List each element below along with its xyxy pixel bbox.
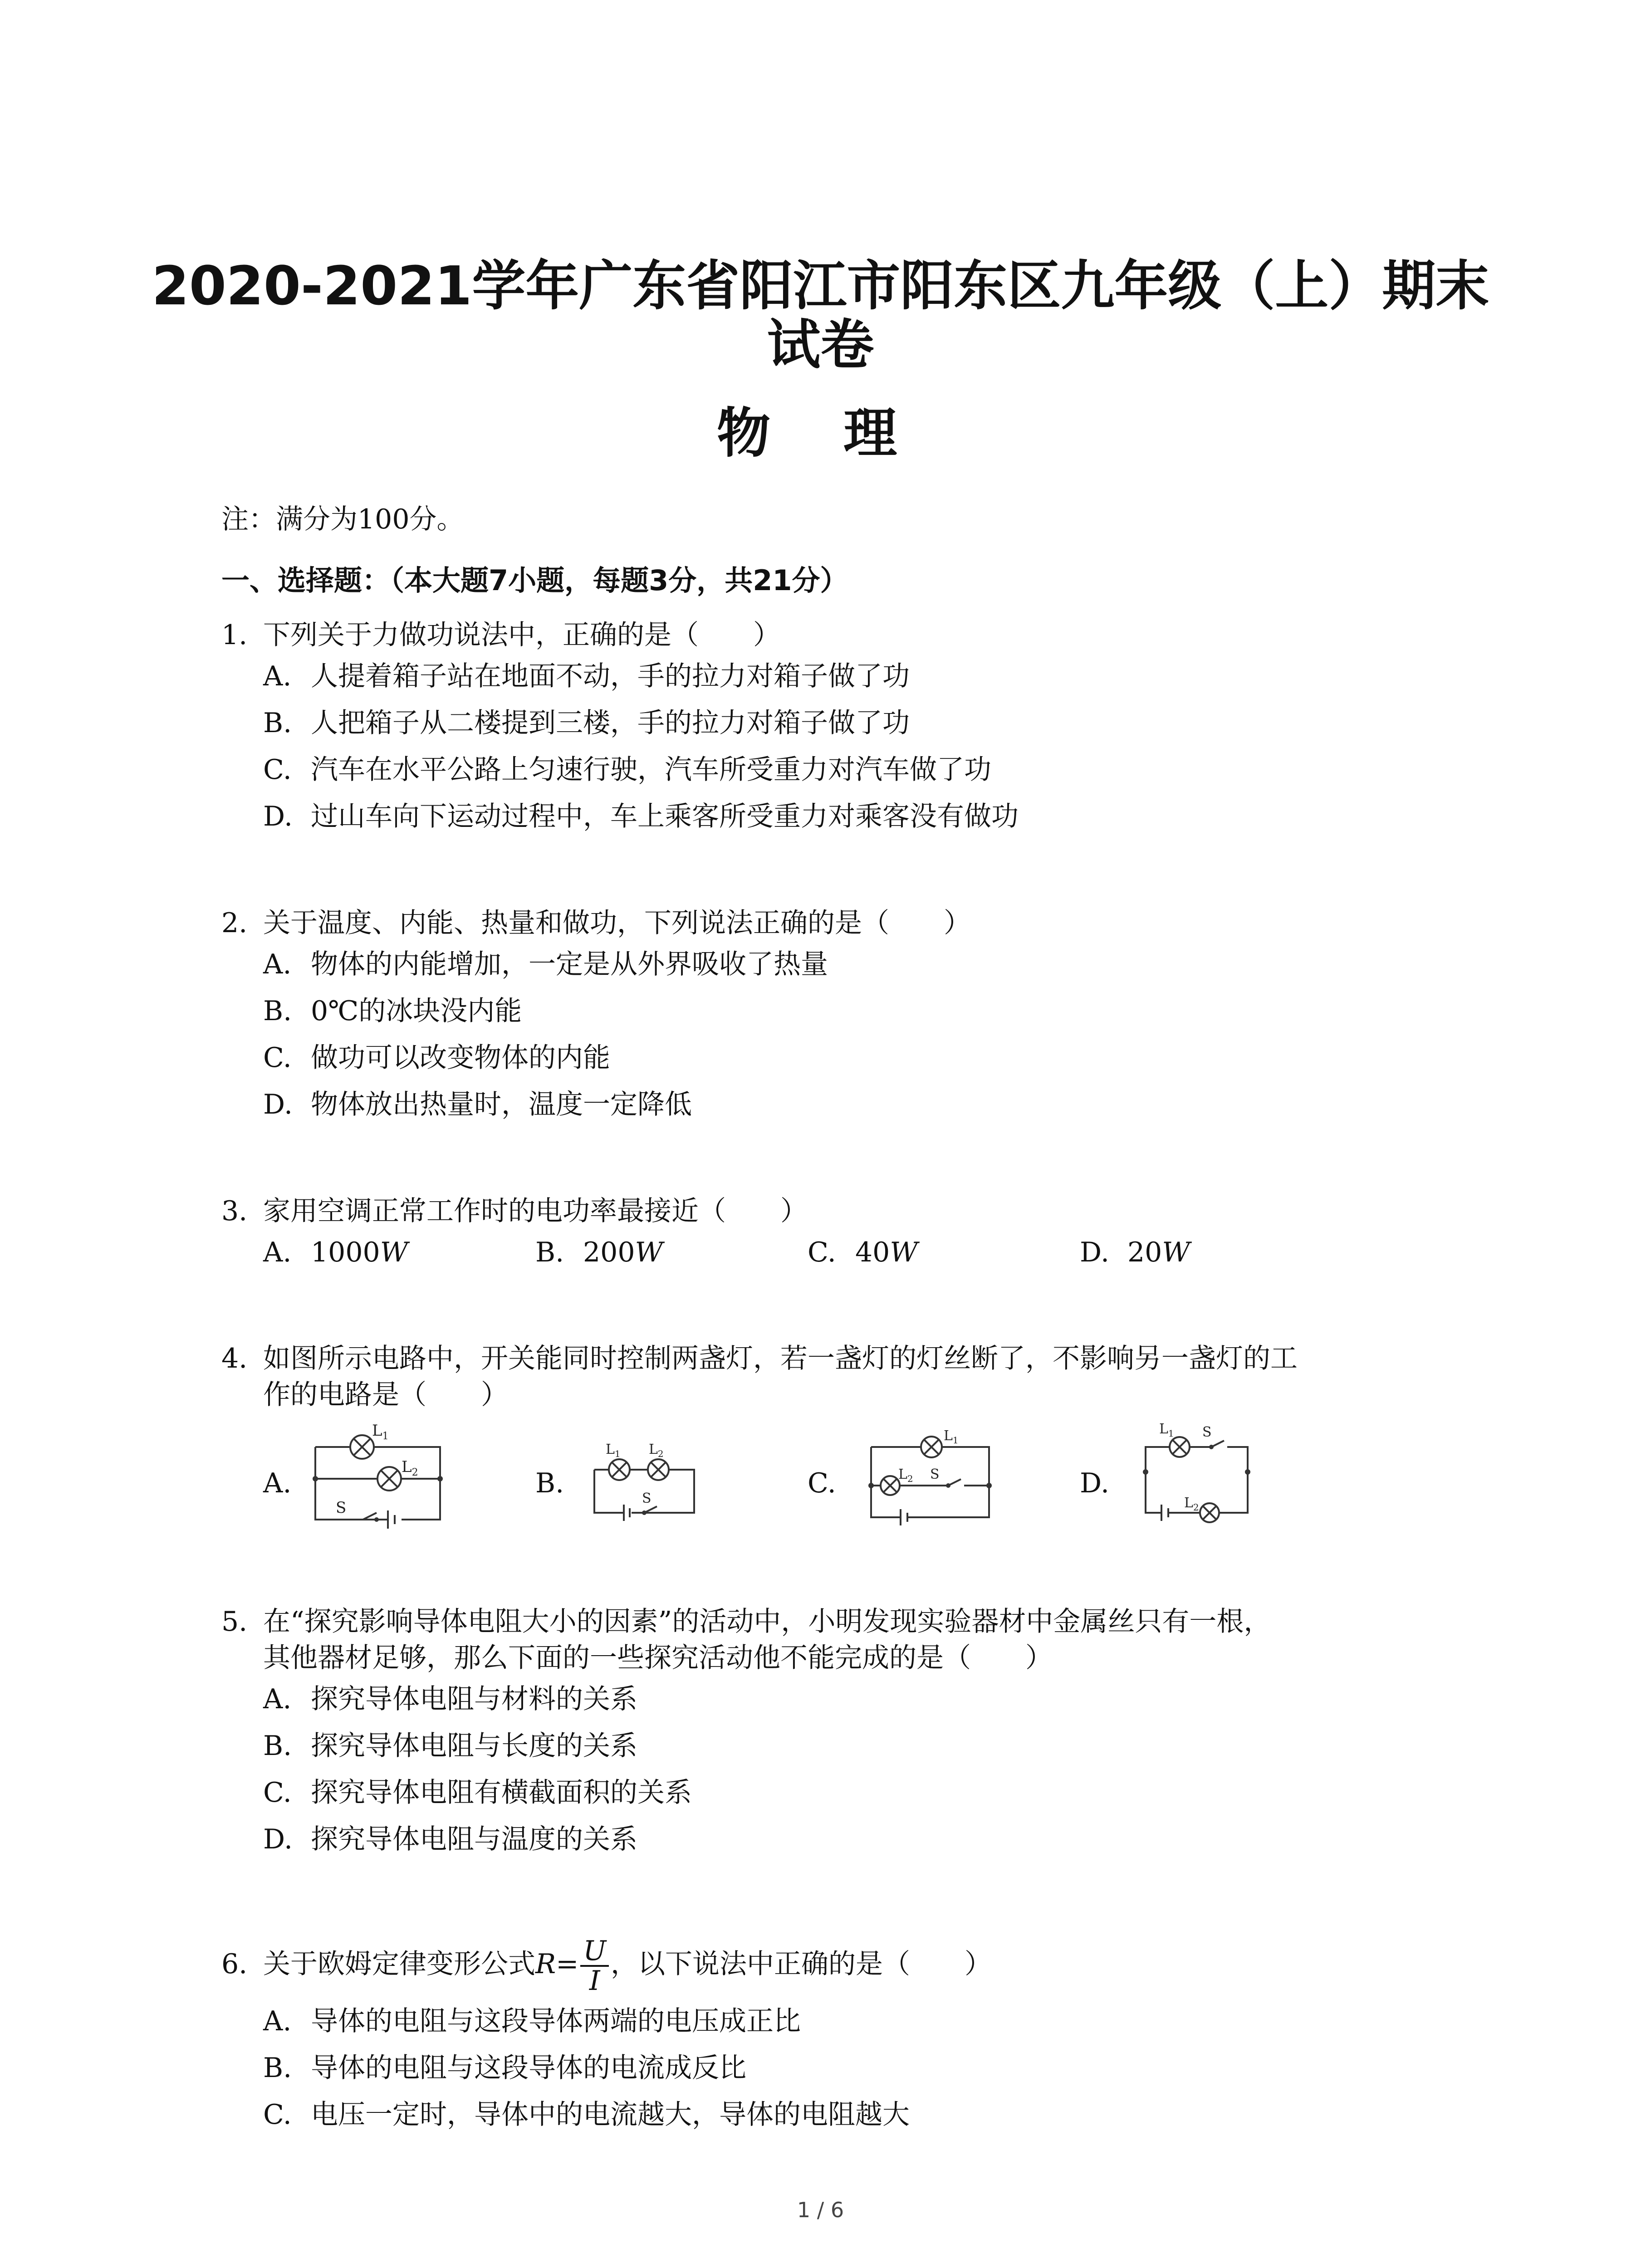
option-label: B. [263, 2052, 292, 2084]
option-label: B. [263, 1730, 292, 1762]
option-label: B. [263, 707, 292, 739]
question-number: 4. [221, 1343, 248, 1374]
option-a[interactable] [263, 941, 971, 988]
formula-fraction [580, 1937, 609, 1995]
question-3 [221, 1193, 1352, 1276]
option-a[interactable] [263, 1998, 992, 2045]
option-label: D. [263, 801, 293, 832]
circuit-diagram-c [853, 1422, 1043, 1540]
exam-title: 2020-2021学年广东省阳江市阳东区九年级（上）期末 [152, 254, 1489, 317]
option-label: A. [263, 1467, 292, 1499]
option-label: D. [263, 1823, 293, 1855]
option-unit: W [380, 1237, 408, 1268]
question-2 [221, 905, 971, 1128]
option-a[interactable] [263, 1229, 535, 1276]
option-text: 探究导体电阻与长度的关系 [311, 1730, 637, 1762]
formula-lhs: R= [535, 1948, 579, 1980]
lamp-label-l1: $L_1$ [1159, 1422, 1174, 1439]
option-c[interactable] [263, 2092, 992, 2138]
option-value: 1000 [311, 1237, 380, 1268]
circuit-diagram-d [1125, 1422, 1316, 1540]
lamp-label-l1: $L_1$ [944, 1428, 959, 1446]
lamp-label-l1: $L_1$ [606, 1442, 621, 1459]
option-c[interactable] [263, 1035, 971, 1081]
option-text: 人把箱子从二楼提到三楼，手的拉力对箱子做了功 [311, 707, 910, 739]
circuit-diagram-a [309, 1422, 499, 1540]
option-b[interactable] [263, 1723, 1271, 1769]
exam-title-continued: 试卷 [767, 313, 874, 376]
formula-denominator: I [589, 1965, 600, 1997]
option-label: D. [1080, 1237, 1110, 1268]
option-text: 物体放出热量时，温度一定降低 [311, 1089, 692, 1120]
question-stem-tail: ，以下说法中正确的是（ ） [611, 1948, 992, 1980]
option-unit: W [890, 1237, 918, 1268]
question-number: 2. [221, 907, 248, 939]
question-stem: 家用空调正常工作时的电功率最接近（ ） [263, 1195, 808, 1227]
option-label: C. [263, 2099, 292, 2131]
option-unit: W [635, 1237, 663, 1268]
option-b[interactable] [263, 988, 971, 1035]
option-text: 汽车在水平公路上匀速行驶，汽车所受重力对汽车做了功 [311, 754, 991, 786]
option-a[interactable] [263, 1422, 535, 1540]
question-5 [221, 1603, 1271, 1863]
option-a[interactable] [263, 1676, 1271, 1723]
option-text: 物体的内能增加，一定是从外界吸收了热量 [311, 948, 828, 980]
question-stem: 关于温度、内能、热量和做功，下列说法正确的是（ ） [263, 907, 971, 939]
option-label: C. [263, 1777, 292, 1809]
option-label: C. [808, 1237, 836, 1268]
option-b[interactable] [263, 700, 1019, 747]
lamp-label-l1: $L_1$ [372, 1422, 389, 1442]
option-d[interactable] [1080, 1229, 1352, 1276]
question-6 [221, 1930, 992, 2138]
option-unit: W [1162, 1237, 1190, 1268]
option-c[interactable] [808, 1229, 1080, 1276]
option-value: 40 [855, 1237, 890, 1268]
option-label: A. [263, 1683, 292, 1715]
question-number: 1. [221, 619, 248, 651]
option-label: D. [1080, 1467, 1110, 1499]
switch-label: S [930, 1466, 940, 1482]
option-text: 探究导体电阻与材料的关系 [311, 1683, 637, 1715]
question-stem-continued: 作的电路是（ ） [263, 1379, 508, 1411]
option-text: 人提着箱子站在地面不动，手的拉力对箱子做了功 [311, 660, 910, 692]
question-number: 3. [221, 1195, 248, 1227]
lamp-label-l2: $L_2$ [1184, 1495, 1199, 1513]
circuit-diagram-b [581, 1422, 771, 1540]
option-d[interactable] [1080, 1422, 1352, 1540]
option-text: 过山车向下运动过程中，车上乘客所受重力对乘客没有做功 [311, 801, 1019, 832]
circuit-options [263, 1422, 1298, 1540]
option-b[interactable] [535, 1229, 808, 1276]
option-d[interactable] [263, 1081, 971, 1128]
option-text: 电压一定时，导体中的电流越大，导体的电阻越大 [311, 2099, 910, 2131]
option-label: C. [808, 1467, 836, 1499]
option-d[interactable] [263, 793, 1019, 840]
question-1 [221, 617, 1019, 840]
option-text: 导体的电阻与这段导体的电流成反比 [311, 2052, 746, 2084]
option-b[interactable] [535, 1422, 808, 1540]
switch-label: S [336, 1499, 347, 1517]
subject-title: 物 理 [716, 402, 925, 464]
question-4 [221, 1340, 1298, 1540]
option-a[interactable] [263, 653, 1019, 700]
option-c[interactable] [263, 1769, 1271, 1816]
question-stem: 下列关于力做功说法中，正确的是（ ） [263, 619, 780, 651]
option-label: A. [263, 2005, 292, 2037]
lamp-label-l2: $L_2$ [898, 1466, 913, 1484]
option-text: 探究导体电阻有横截面积的关系 [311, 1777, 692, 1809]
option-label: C. [263, 754, 292, 786]
option-c[interactable] [263, 747, 1019, 793]
formula-numerator: U [580, 1937, 609, 1967]
question-stem: 如图所示电路中，开关能同时控制两盏灯，若一盏灯的灯丝断了，不影响另一盏灯的工 [263, 1343, 1298, 1374]
section-heading: 一、选择题：（本大题7小题，每题3分，共21分） [221, 564, 848, 597]
option-d[interactable] [263, 1816, 1271, 1863]
option-label: A. [263, 1237, 292, 1268]
option-text: 做功可以改变物体的内能 [311, 1042, 610, 1074]
option-label: B. [535, 1467, 564, 1499]
option-label: B. [535, 1237, 564, 1268]
option-value: 200 [583, 1237, 635, 1268]
option-label: B. [263, 995, 292, 1027]
question-number: 5. [221, 1606, 248, 1637]
switch-label: S [1202, 1424, 1212, 1440]
score-note: 注：满分为100分。 [221, 503, 464, 535]
question-stem: 在“探究影响导体电阻大小的因素”的活动中，小明发现实验器材中金属丝只有一根， [263, 1606, 1271, 1637]
option-text: 0℃的冰块没内能 [311, 995, 522, 1027]
question-stem-continued: 其他器材足够，那么下面的一些探究活动他不能完成的是（ ） [263, 1642, 1053, 1674]
lamp-label-l2: $L_2$ [649, 1442, 664, 1459]
option-value: 20 [1127, 1237, 1162, 1268]
lamp-label-l2: $L_2$ [402, 1458, 418, 1478]
switch-label: S [642, 1491, 652, 1506]
option-text: 导体的电阻与这段导体两端的电压成正比 [311, 2005, 801, 2037]
option-b[interactable] [263, 2045, 992, 2092]
option-label: A. [263, 948, 292, 980]
option-label: A. [263, 660, 292, 692]
question-number: 6. [221, 1948, 248, 1980]
option-text: 探究导体电阻与温度的关系 [311, 1823, 637, 1855]
question-stem: 关于欧姆定律变形公式 [263, 1948, 535, 1980]
option-label: C. [263, 1042, 292, 1074]
option-c[interactable] [808, 1422, 1080, 1540]
page-number: 1 / 6 [797, 2198, 844, 2222]
option-label: D. [263, 1089, 293, 1120]
